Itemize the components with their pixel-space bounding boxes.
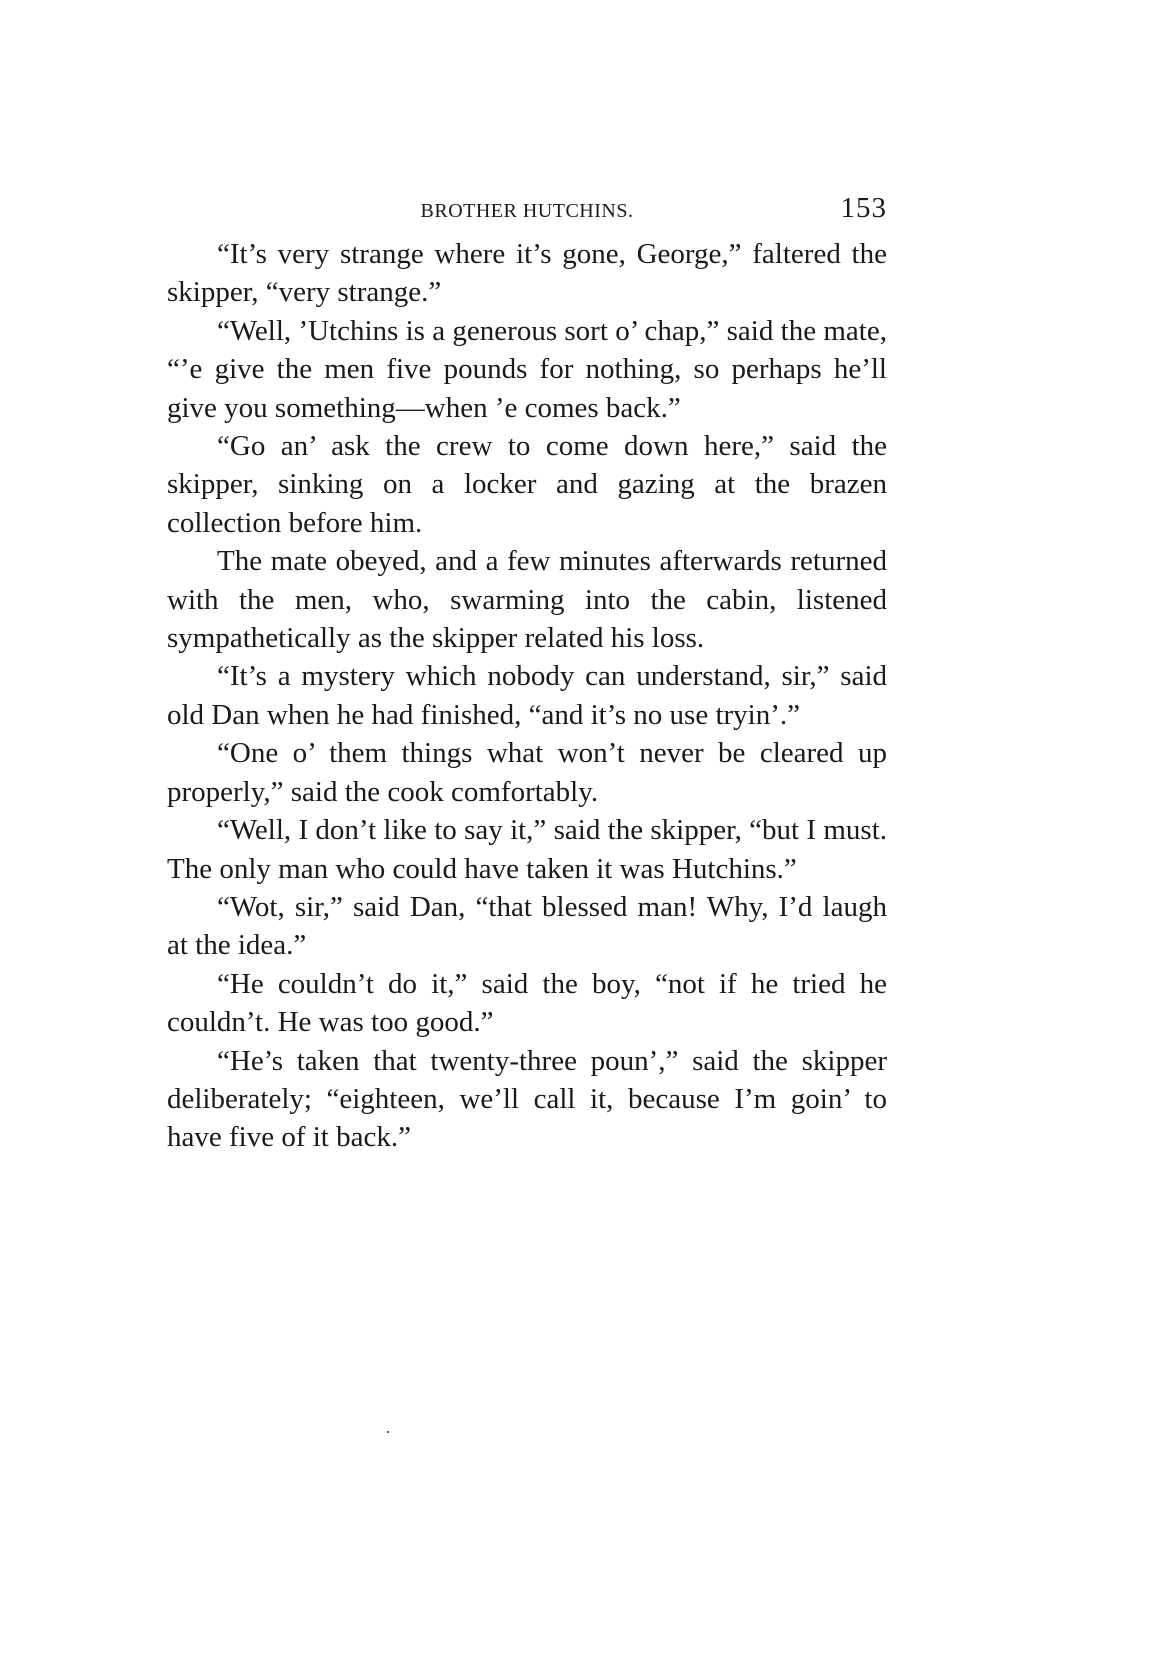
ink-speck <box>387 1431 389 1433</box>
paragraph: “Go an’ ask the crew to come down here,” said the skipper, sinking on a locker and gazing at the brazen collection before him. <box>167 430 887 539</box>
page-header <box>167 192 887 232</box>
running-title: BROTHER HUTCHINS. <box>420 200 634 222</box>
paragraph: “He couldn’t do it,” said the boy, “not if he tried he couldn’t. He was too good.” <box>167 967 887 1039</box>
paragraph: “It’s a mystery which nobody can understand, sir,” said old Dan when he had finished, “and it’s no use tryin’.” <box>167 660 887 731</box>
page-number: 153 <box>840 192 887 224</box>
body-text <box>167 235 887 1157</box>
paragraph: “Well, ’Utchins is a generous sort o’ chap,” said the mate, “’e give the men five pounds for nothing, so perhaps he’ll give you something—when ’e comes back.” <box>167 314 887 424</box>
paragraph: “It’s very strange where it’s gone, George,” faltered the skipper, “very strange.” <box>167 238 887 309</box>
paragraph: “He’s taken that twenty-three poun’,” said the skipper deliberately; “eighteen, we’ll call it, because I’m goin’ to have five of it back.” <box>167 1044 887 1154</box>
paragraph: “One o’ them things what won’t never be cleared up properly,” said the cook comfortably. <box>167 737 887 808</box>
paragraph: The mate obeyed, and a few minutes afterwards returned with the men, who, swarming into the cabin, listened sympathetically as the skipper related his loss. <box>167 545 887 655</box>
paragraph: “Well, I don’t like to say it,” said the skipper, “but I must. The only man who could have taken it was Hutchins.” <box>167 814 887 885</box>
paragraph: “Wot, sir,” said Dan, “that blessed man! Why, I’d laugh at the idea.” <box>167 890 887 962</box>
